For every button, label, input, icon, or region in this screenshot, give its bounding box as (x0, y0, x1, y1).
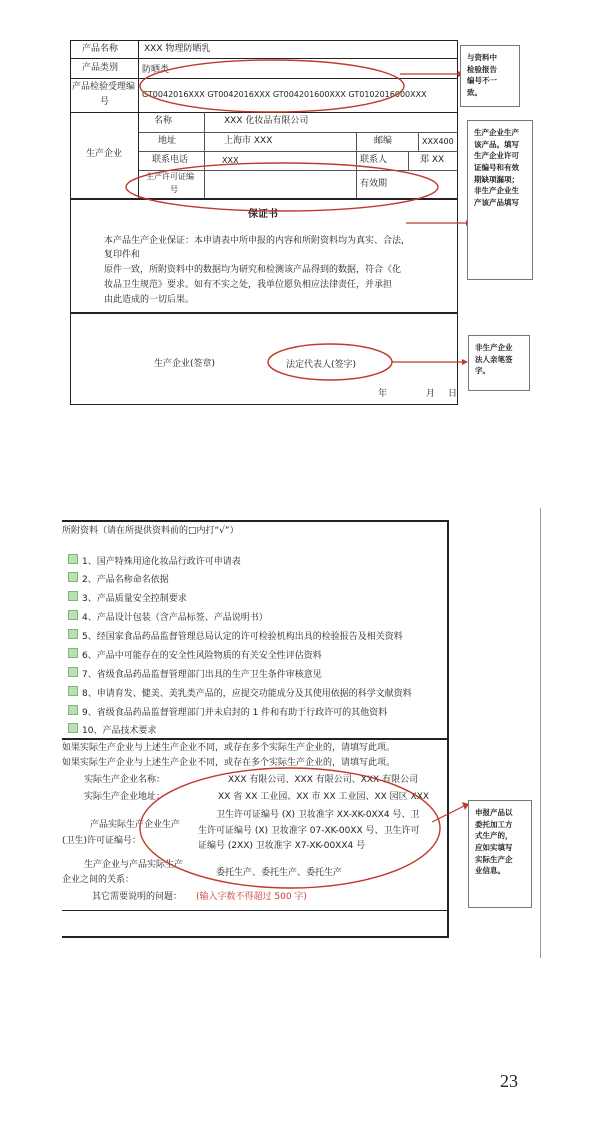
relation-value: 委托生产、委托生产、委托生产 (216, 868, 343, 878)
relation-label: 生产企业与产品实际生产 (84, 860, 184, 870)
attachment-item-10: 10、产品技术要求 (82, 726, 157, 736)
enterprise-group-label: 生产企业 (86, 149, 123, 159)
inspection-number-label-2: 号 (100, 97, 110, 107)
validity-label: 有效期 (360, 179, 388, 189)
guarantee-line-2: 复印件和 (104, 250, 141, 260)
attachment-item-8: 8、申请育发、健美、美乳类产品的，应提交功能成分及其使用依据的科学文献资料 (82, 689, 412, 699)
inspection-number-label: 产品检验受理编 (72, 82, 136, 92)
highlight-ellipse-signature (268, 344, 392, 380)
guarantee-title: 保证书 (248, 209, 278, 220)
actual-producer-license-label-2: (卫生)许可证编号： (62, 836, 142, 846)
actual-producer-license-value-1: 卫生许可证编号 (X) 卫妆准字 XX-XK-0XX4 号、卫 (216, 810, 420, 820)
date-month-label: 月 (426, 389, 436, 399)
actual-producer-license-value-2: 生许可证编号 (X) 卫妆准字 07-XK-00XX 号、卫生许可 (198, 826, 420, 836)
item-checkbox-9[interactable] (68, 705, 78, 715)
date-year-label: 年 (378, 389, 388, 399)
phone-label: 联系电话 (152, 155, 189, 165)
inspection-number-value: GT0042016XXX GT0042016XXX GT004201600XXX GT0102016000XXX (142, 90, 427, 99)
contact-label: 联系人 (360, 155, 388, 165)
guarantee-line-4: 妆品卫生规范》要求。如有不实之处，我单位愿负相应法律责任，并承担 (104, 280, 393, 290)
actual-producer-address-label: 实际生产企业地址： (84, 792, 166, 802)
enterprise-name-label: 名称 (154, 116, 173, 126)
contact-value: 郑 XX (420, 155, 445, 165)
attachment-item-5: 5、经国家食品药品监督管理总局认定的许可检验机构出具的检验报告及相关资料 (82, 632, 403, 642)
postcode-label: 邮编 (374, 136, 393, 146)
license-label-2: 号 (170, 185, 178, 194)
legal-rep-signature-label: 法定代表人(签字) (286, 360, 357, 370)
item-checkbox-2[interactable] (68, 572, 78, 582)
product-name-label: 产品名称 (82, 44, 119, 54)
item-checkbox-10[interactable] (68, 723, 78, 733)
attachment-item-2: 2、产品名称命名依据 (82, 575, 169, 585)
item-checkbox-8[interactable] (68, 686, 78, 696)
actual-producer-name-label: 实际生产企业名称： (84, 775, 166, 785)
item-checkbox-3[interactable] (68, 591, 78, 601)
highlight-ellipse-actual-producer (140, 768, 440, 888)
other-notes-label: 其它需要说明的问题： (92, 892, 183, 902)
attachment-item-4: 4、产品设计包装（含产品标签、产品说明书） (82, 613, 268, 623)
attachment-item-9: 9、省级食品药品监督管理部门并未启封的 1 件和有助于行政许可的其他资料 (82, 708, 388, 718)
product-category-value: 防晒类 (142, 65, 170, 75)
item-checkbox-4[interactable] (68, 610, 78, 620)
enterprise-address-value: 上海市 XXX (224, 136, 273, 146)
other-notes-value[interactable]: (输入字数不得超过 500 字) (196, 892, 307, 902)
instruction-line-2: 如果实际生产企业与上述生产企业不同，或存在多个实际生产企业的，请填写此项。 (62, 758, 396, 768)
attachment-item-1: 1、国产特殊用途化妆品行政许可申请表 (82, 557, 241, 567)
highlight-ellipse-inspection (140, 60, 404, 112)
phone-value: XXX (222, 156, 239, 165)
instruction-line-1: 如果实际生产企业与上述生产企业不同，或存在多个实际生产企业的，请填写此项。 (62, 743, 396, 753)
guarantee-line-5: 由此造成的一切后果。 (104, 295, 195, 305)
enterprise-address-label: 地址 (158, 136, 177, 146)
product-category-label: 产品类别 (82, 63, 119, 73)
date-day-label: 日 (448, 389, 458, 399)
postcode-value: XXX400 (422, 137, 454, 146)
attachment-item-3: 3、产品质量安全控制要求 (82, 594, 187, 604)
company-seal-label: 生产企业(签章) (154, 359, 216, 369)
actual-producer-license-label: 产品实际生产企业生产 (90, 820, 181, 830)
actual-producer-address-value: XX 省 XX 工业园、XX 市 XX 工业园、XX 园区 XXX (218, 792, 430, 802)
attachments-header: 所附资料（请在所提供资料前的□内打“√”） (62, 526, 239, 536)
guarantee-line-3: 原件一致，所附资料中的数据均为研究和检测该产品得到的数据，符合《化 (104, 265, 402, 275)
item-checkbox-6[interactable] (68, 648, 78, 658)
note-box-3: 非生产企业 法人亲笔签 字。 (468, 335, 530, 391)
guarantee-line-1: 本产品生产企业保证：本申请表中所申报的内容和所附资料均为真实、合法， (104, 236, 411, 246)
actual-producer-license-value-3: 证编号 (2XX) 卫妆准字 X7-XK-00XX4 号 (198, 841, 366, 851)
enterprise-name-value: XXX 化妆品有限公司 (224, 116, 309, 126)
actual-producer-name-value: XXX 有限公司、XXX 有限公司、XXX 有限公司 (228, 775, 419, 785)
note-box-1: 与资料中 检验报告 编号不一 致。 (460, 45, 520, 107)
product-name-value: XXX 物理防晒乳 (144, 44, 211, 54)
page-number: 23 (500, 1071, 518, 1091)
item-checkbox-1[interactable] (68, 554, 78, 564)
attachment-item-6: 6、产品中可能存在的安全性风险物质的有关安全性评估资料 (82, 651, 322, 661)
note-box-4: 申报产品以 委托加工方 式生产的， 应如实填写 实际生产企 业信息。 (468, 800, 532, 908)
license-label: 生产许可证编 (146, 172, 194, 181)
item-checkbox-5[interactable] (68, 629, 78, 639)
highlight-ellipse-license (126, 163, 438, 211)
item-checkbox-7[interactable] (68, 667, 78, 677)
relation-label-2: 企业之间的关系： (62, 875, 135, 885)
note-box-2: 生产企业生产 该产品。填写 生产企业许可 证编号和有效 期缺项漏项； 非生产企业生 产该产品填写 (467, 120, 533, 280)
attachment-item-7: 7、省级食品药品监督管理部门出具的生产卫生条件审核意见 (82, 670, 322, 680)
